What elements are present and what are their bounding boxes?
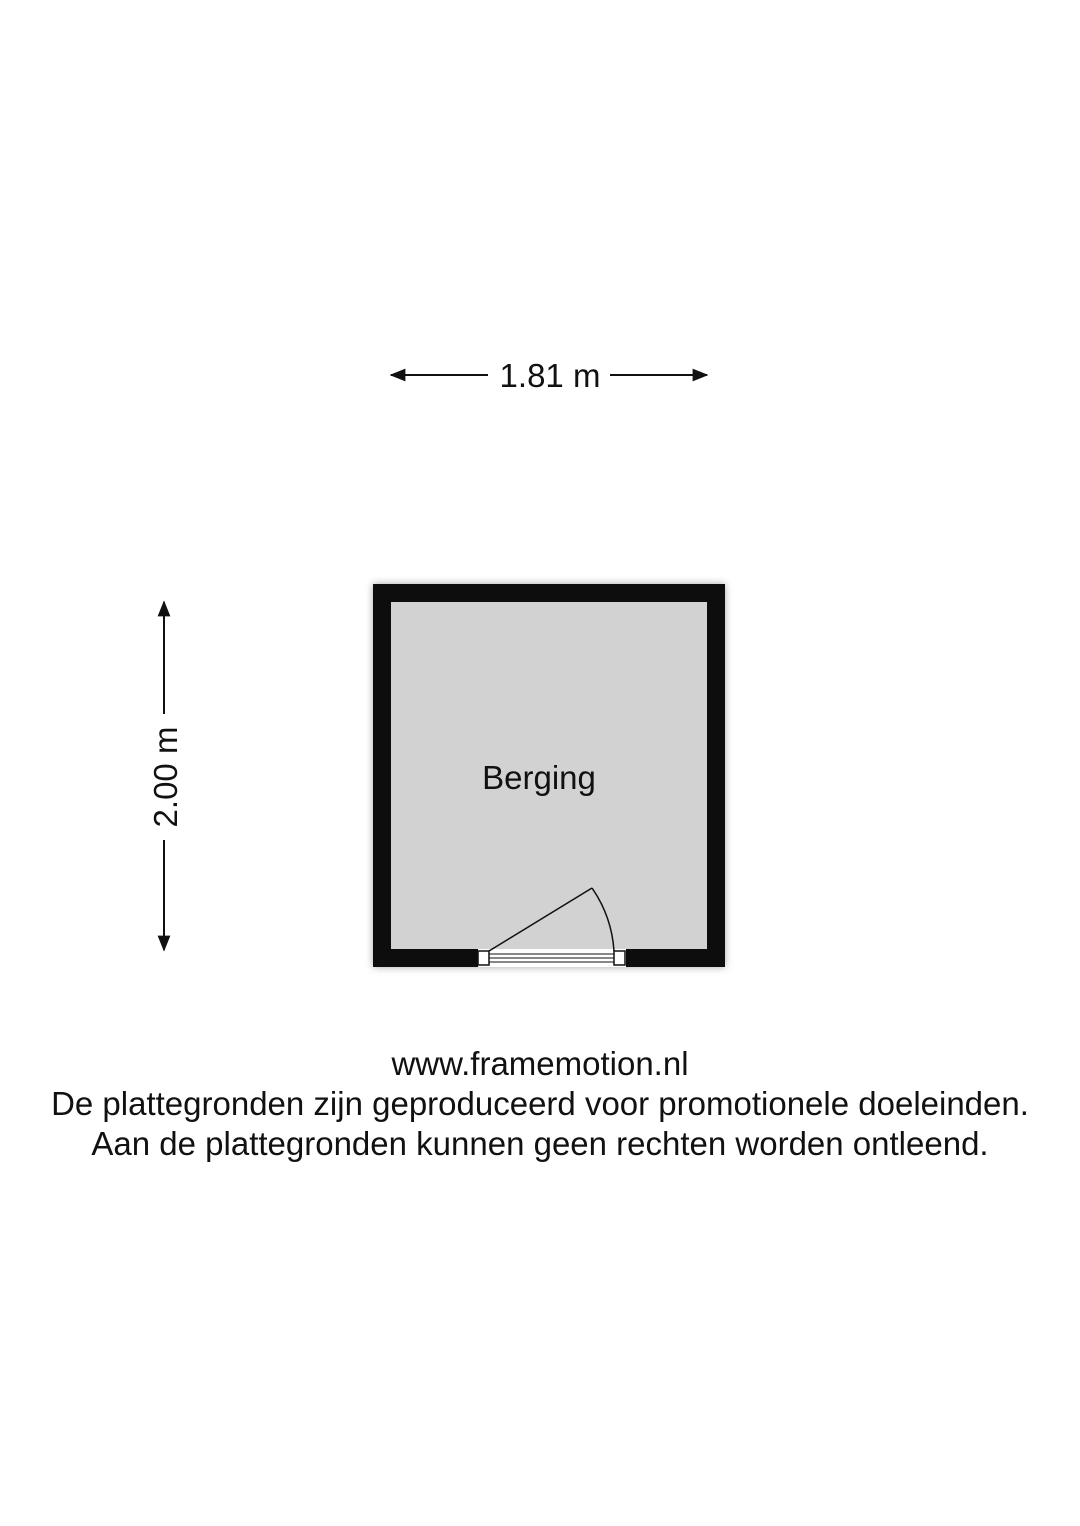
footer — [0, 1044, 1080, 1164]
width-dimension — [391, 357, 707, 394]
room-berging — [373, 584, 725, 967]
door-jamb-left — [478, 951, 489, 965]
height-label: 2.00 m — [147, 726, 184, 828]
website-link[interactable]: www.framemotion.nl — [391, 1045, 689, 1082]
room-label: Berging — [482, 759, 596, 796]
width-label: 1.81 m — [499, 357, 601, 394]
height-dimension — [147, 602, 184, 950]
disclaimer-line-1: De plattegronden zijn geproduceerd voor promotionele doeleinden. — [51, 1085, 1029, 1122]
disclaimer-line-2: Aan de plattegronden kunnen geen rechten worden ontleend. — [91, 1125, 989, 1162]
door-jamb-right — [614, 951, 625, 965]
